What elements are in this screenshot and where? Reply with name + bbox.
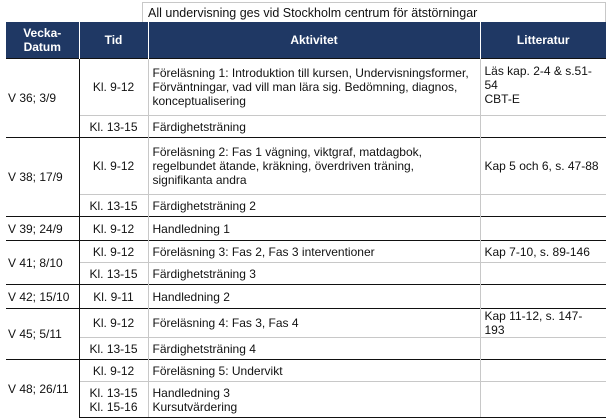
header-litteratur: Litteratur	[480, 22, 606, 59]
schedule-caption: All undervisning ges vid Stockholm centrum för ätstörningar	[148, 6, 478, 20]
time-cell: Kl. 9-12	[79, 241, 148, 263]
literature-cell	[480, 195, 606, 217]
literature-line: Läs kap. 2-4 & s.51-54	[484, 64, 592, 92]
literature-cell	[480, 116, 606, 138]
table-row	[6, 360, 606, 382]
time-cell: Kl. 13-15	[79, 116, 148, 138]
week-cell: V 42; 15/10	[6, 285, 79, 309]
table-row	[6, 59, 606, 116]
time-cell: Kl. 9-11	[79, 285, 148, 309]
activity-line: Kursutvärdering	[152, 399, 238, 414]
activity-cell: Föreläsning 3: Fas 2, Fas 3 interventioner	[148, 241, 480, 263]
time-cell: Kl. 9-12	[79, 217, 148, 241]
header-aktivitet: Aktivitet	[148, 22, 480, 59]
table-row	[6, 116, 606, 138]
time-cell: Kl. 9-12	[79, 360, 148, 382]
time-line: Kl. 13-15	[89, 385, 138, 400]
time-cell: Kl. 9-12	[79, 309, 148, 338]
activity-line: Föreläsning 1: Introduktion till kursen, Undervisningsformer,	[152, 66, 469, 80]
table-row	[6, 138, 606, 195]
table-row	[6, 217, 606, 241]
table-row	[6, 382, 606, 418]
literature-cell	[480, 59, 606, 116]
week-cell: V 39; 24/9	[6, 217, 79, 241]
table-row	[6, 338, 606, 360]
week-cell: V 38; 17/9	[6, 138, 79, 217]
header-tid: Tid	[79, 22, 148, 59]
time-cell: Kl. 13-15	[79, 338, 148, 360]
time-cell: Kl. 13-15	[79, 195, 148, 217]
header-row	[6, 22, 606, 59]
week-cell: V 48; 26/11	[6, 360, 79, 418]
literature-cell: Kap 5 och 6, s. 47-88	[480, 138, 606, 195]
table-row	[6, 285, 606, 309]
literature-cell: Kap 11-12, s. 147-193	[480, 309, 606, 338]
activity-cell	[148, 138, 480, 195]
activity-line: regelbundet ätande, kräkning, överdriven träning,	[152, 159, 415, 173]
week-cell: V 45; 5/11	[6, 309, 79, 360]
literature-cell	[480, 382, 606, 418]
literature-cell	[480, 285, 606, 309]
activity-cell: Föreläsning 5: Undervikt	[148, 360, 480, 382]
activity-cell	[148, 59, 480, 116]
table-row	[6, 195, 606, 217]
schedule-table	[6, 22, 606, 418]
header-week	[6, 22, 79, 59]
literature-cell	[480, 263, 606, 285]
activity-cell: Föreläsning 4: Fas 3, Fas 4	[148, 309, 480, 338]
time-cell: Kl. 13-15	[79, 263, 148, 285]
week-cell: V 36; 3/9	[6, 59, 79, 138]
time-cell: Kl. 9-12	[79, 59, 148, 116]
activity-cell: Färdighetsträning	[148, 116, 480, 138]
time-cell	[79, 382, 148, 418]
activity-cell: Handledning 2	[148, 285, 480, 309]
activity-cell	[148, 382, 480, 418]
activity-cell: Färdighetsträning 3	[148, 263, 480, 285]
activity-line: Handledning 3	[152, 385, 230, 400]
table-row	[6, 263, 606, 285]
literature-line: CBT-E	[484, 92, 520, 106]
activity-line: signifikanta andra	[152, 173, 247, 187]
activity-line: Föreläsning 2: Fas 1 vägning, viktgraf, matdagbok,	[152, 145, 422, 159]
literature-cell	[480, 217, 606, 241]
literature-cell	[480, 360, 606, 382]
activity-cell: Färdighetsträning 2	[148, 195, 480, 217]
activity-cell: Färdighetsträning 4	[148, 338, 480, 360]
activity-line: konceptualisering	[152, 94, 246, 108]
literature-cell	[480, 338, 606, 360]
activity-line: Förväntningar, vad vill man lära sig. Bedömning, diagnos,	[152, 80, 458, 94]
table-row	[6, 241, 606, 263]
literature-cell: Kap 7-10, s. 89-146	[480, 241, 606, 263]
week-cell: V 41; 8/10	[6, 241, 79, 285]
time-cell: Kl. 9-12	[79, 138, 148, 195]
activity-cell: Handledning 1	[148, 217, 480, 241]
header-week-line-2: Datum	[23, 40, 61, 54]
table-row	[6, 309, 606, 338]
time-line: Kl. 15-16	[89, 399, 138, 414]
header-week-line-1: Vecka-	[23, 26, 62, 40]
